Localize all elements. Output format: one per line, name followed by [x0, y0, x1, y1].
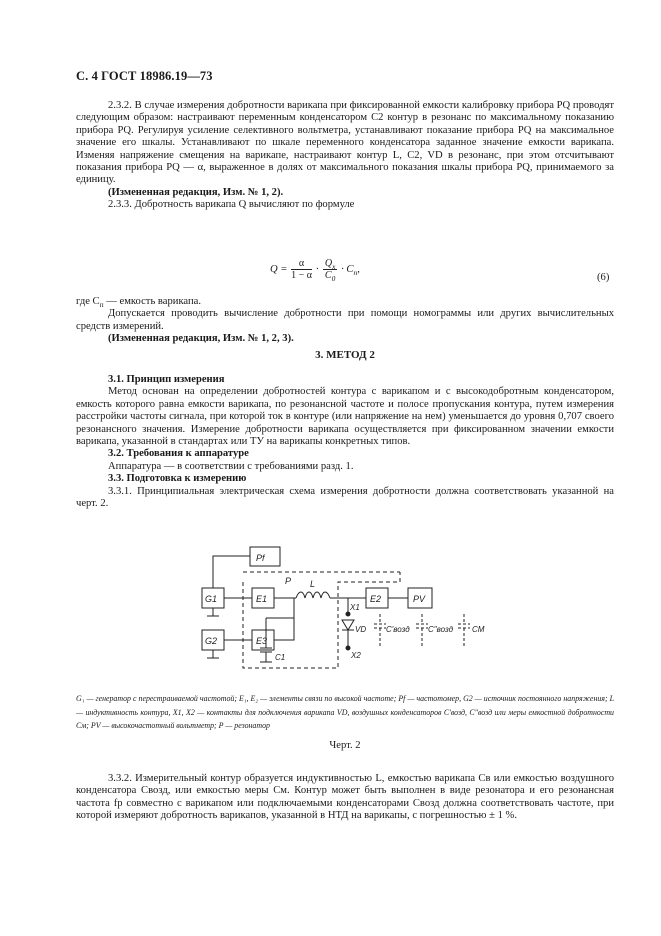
formula-6 [270, 258, 470, 288]
e1-label: E1 [256, 594, 268, 604]
capacitor-cvozd2 [416, 614, 428, 648]
figure-caption: G₁ — генератор с перестраиваемой частотой; E₁, E₂ — элементы связи по высокой частоте; Pf — частотомер, G2 — источник постоянного напряжения; L — индуктивность контура, X1, X2 — контакты для подключения варикапа VD, воздушных конденсаторов C'возд, C"возд или меры емкостной добротности Cм; PV — высокочастотный вольтметр; P — резонатор [76, 694, 614, 730]
figure-number: Черт. 2 [329, 740, 361, 751]
formula-end: , [357, 263, 360, 275]
fraction-q-den: $C_0$ [324, 270, 336, 283]
edit-note-1: (Измененная редакция, Изм. № 1, 2). [108, 186, 284, 198]
section-3-body [76, 374, 614, 510]
c1-label: C1 [275, 653, 286, 662]
capacitor-cm [458, 614, 470, 648]
pf-label: Pf [256, 553, 265, 563]
cvozd1-label: C'возд [386, 625, 410, 634]
x2-label: X2 [351, 651, 361, 660]
ground-g1 [207, 608, 219, 616]
capacitor-cvozd1 [374, 614, 386, 648]
pf-block [250, 547, 280, 566]
formula-tail: · $C_п$ [341, 263, 358, 278]
fraction-q-num: $Q_x$ [324, 258, 336, 271]
paragraph-3-2: Аппаратура — в соответствии с требованиями разд. 1. [108, 460, 354, 472]
paragraph-2-3-3: 2.3.3. Добротность варикапа Q вычисляют по формуле [108, 199, 355, 211]
page-header: С. 4 ГОСТ 18986.19—73 [76, 69, 213, 83]
circuit-diagram [190, 540, 510, 675]
fraction-q [323, 258, 338, 281]
section-title: 3. МЕТОД 2 [315, 349, 375, 361]
g2-label: G2 [205, 636, 218, 646]
clause-text: В случае измерения добротности варикапа при фиксированной емкости калибровку прибора PQ проводят следующим образом: настраивают переменным конденсатором C2 контур в резонанс по максимальному показанию прибора PQ. Регулируя усиление селективного вольтметра, устанавливают показание прибора PQ на максимальное значение его шкалы. Устанавливают по шкале переменного конденсатора заданное значение емкости варикапа. Изменяя напряжение смещения на варикапе, настраивают контур L, C2, VD в резонанс, при этом отсчитывают показания прибора PQ — α, выраженное в долях от максимального показания шкалы прибора PQ, принимаемого за единицу. [76, 100, 614, 186]
heading-3-3: 3.3. Подготовка к измерению [108, 473, 247, 485]
paragraph-where: где $C_п$ — емкость варикапа. Допускается проводить вычисление добротности при помощи номограммы или других вычислительных средств измерений. (Измененная редакция, Изм. № 1, 2, 3). [76, 296, 614, 345]
e2-label: E2 [370, 594, 382, 604]
paragraph-3-3-2: 3.3.2. Измерительный контур образуется индуктивностью L, емкостью варикапа Cв или емкостью воздушного конденсатора Cвозд, или емкостью меры Cм. Контур может быть выполнен в виде резонатора и его резонансная частота fр совместно с варикапом или подключаемыми конденсаторами Cвозд должна соответствовать частоте, при которой измеряют добротность варикапов, указанной в НТД на варикапы, с погрешностью ± 1 %. [76, 773, 614, 822]
contact-x1 [346, 612, 350, 616]
cm-label: CM [472, 625, 485, 634]
heading-3-1: 3.1. Принцип измерения [108, 374, 225, 385]
varicap-vd [342, 620, 354, 630]
g1-label: G1 [205, 594, 218, 604]
paragraph-3-1: Метод основан на определении добротностей контура с варикапом и с высокодобротным конденсатором, емкость которого равна емкости варикапа, по резонансной частоте и полосе пропускания контура, путем измерения расстройки частоты сигнала, при которой ток в контуре (или напряжение на нем) уменьшается до уровня 0,707 своего резонансного значения. Измерение добротности варикапа осуществляется при фиксированном значении емкости варикапа, указанной в стандартах или ТУ на варикапы конкретных типов. [76, 386, 614, 448]
paragraph-allow: Допускается проводить вычисление добротности при помощи номограммы или других вычислительных средств измерений. [76, 308, 614, 332]
clause-number: 2.3.2. [108, 100, 132, 111]
contact-x2 [346, 646, 350, 650]
heading-3-2: 3.2. Требования к аппаратуре [108, 448, 249, 460]
fraction-alpha-den: 1 − α [291, 270, 312, 281]
paragraph-3-3-1: 3.3.1. Принципиальная электрическая схема измерения добротности должна соответствовать указанной на черт. 2. [76, 485, 614, 510]
e3-label: E3 [256, 636, 268, 646]
resonator-label: P [285, 576, 292, 586]
inductor-label: L [310, 579, 316, 589]
fraction-alpha-num: α [291, 258, 312, 270]
formula-dot: · [315, 263, 320, 275]
cvozd2-label: C"возд [428, 625, 454, 634]
wire-e3-node [274, 598, 294, 640]
formula-lhs: Q = [270, 263, 288, 275]
edit-note-2: (Измененная редакция, Изм. № 1, 2, 3). [108, 333, 294, 345]
ground-g2 [207, 650, 219, 658]
pv-label: PV [413, 594, 426, 604]
vd-label: VD [355, 625, 367, 634]
equation-number: (6) [597, 272, 610, 283]
paragraph-2-3-2-a [76, 100, 614, 212]
x1-label: X1 [350, 603, 360, 612]
inductor-l [296, 592, 330, 598]
fraction-alpha [291, 258, 312, 281]
